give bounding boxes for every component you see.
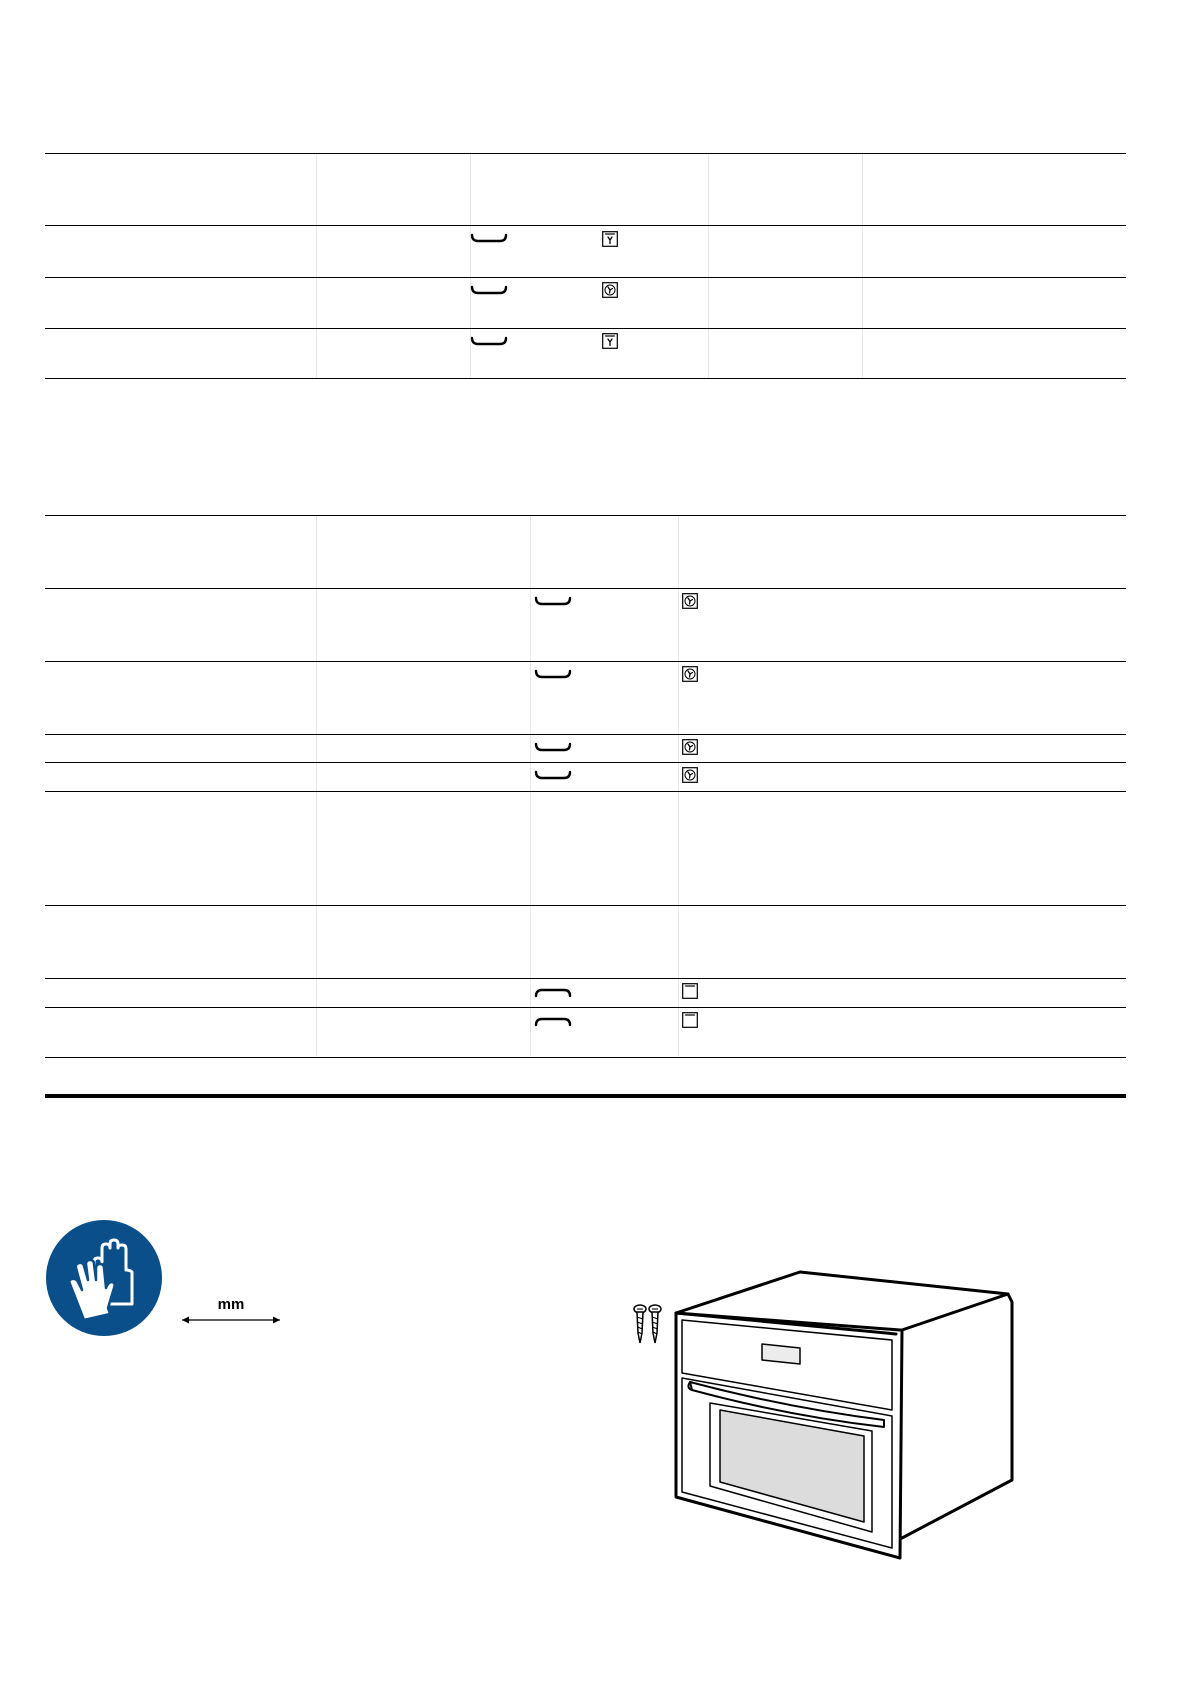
- row-divider: [45, 277, 1126, 278]
- row-divider: [45, 1057, 1126, 1058]
- rack-low-icon: [534, 741, 572, 755]
- dimension-unit-label: mm: [217, 1296, 245, 1313]
- convection-grill-icon: [602, 333, 618, 349]
- fan-icon: [682, 666, 698, 682]
- row-divider: [45, 515, 1126, 516]
- row-divider: [45, 762, 1126, 763]
- top-heat-icon: [682, 1012, 698, 1028]
- column-divider: [678, 516, 679, 1056]
- built-in-compact-oven-illustration: [668, 1266, 1020, 1564]
- fan-icon: [682, 739, 698, 755]
- fan-icon: [682, 767, 698, 783]
- protective-gloves-icon: [44, 1218, 164, 1338]
- top-heat-icon: [682, 983, 698, 999]
- rack-high-icon: [534, 1014, 572, 1028]
- column-divider: [862, 154, 863, 379]
- rack-low-icon: [470, 232, 508, 246]
- row-divider: [45, 661, 1126, 662]
- row-divider: [45, 588, 1126, 589]
- row-divider: [45, 905, 1126, 906]
- double-arrow-icon: [178, 1296, 284, 1326]
- convection-grill-icon: [602, 231, 618, 247]
- rack-low-icon: [534, 668, 572, 682]
- row-divider: [45, 225, 1126, 226]
- column-divider: [316, 516, 317, 1056]
- row-divider: [45, 1007, 1126, 1008]
- column-divider: [530, 516, 531, 1056]
- dimension-indicator: [178, 1296, 284, 1326]
- rack-low-icon: [470, 335, 508, 349]
- rack-low-icon: [534, 769, 572, 783]
- column-divider: [708, 154, 709, 379]
- rack-high-icon: [534, 985, 572, 999]
- row-divider: [45, 153, 1126, 154]
- table-end-rule: [45, 1094, 1126, 1098]
- screws-icon: [630, 1303, 666, 1347]
- row-divider: [45, 734, 1126, 735]
- row-divider: [45, 978, 1126, 979]
- rack-low-icon: [534, 595, 572, 609]
- row-divider: [45, 328, 1126, 329]
- column-divider: [316, 154, 317, 379]
- fan-icon: [682, 593, 698, 609]
- row-divider: [45, 378, 1126, 379]
- row-divider: [45, 791, 1126, 792]
- fan-icon: [602, 282, 618, 298]
- rack-low-icon: [470, 284, 508, 298]
